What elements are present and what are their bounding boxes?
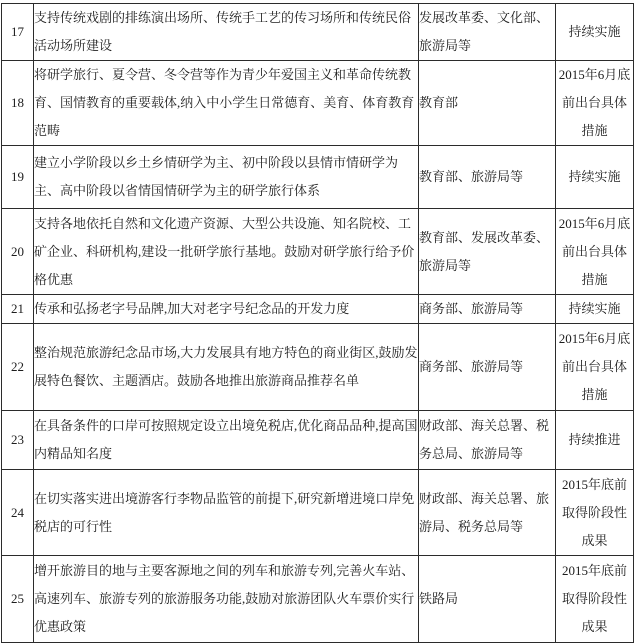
row-number-cell: 21 (2, 295, 34, 324)
document-page (1, 3, 634, 643)
timeline-cell: 持续推进 (556, 411, 634, 470)
timeline-cell: 持续实施 (556, 295, 634, 324)
task-cell: 整治规范旅游纪念品市场,大力发展具有地方特色的商业街区,鼓励发展特色餐饮、主题酒店。鼓励各地推出旅游商品推荐名单 (34, 324, 419, 411)
task-cell: 传承和弘扬老字号品牌,加大对老字号纪念品的开发力度 (34, 295, 419, 324)
departments-cell: 商务部、旅游局等 (419, 324, 556, 411)
table-row (2, 470, 634, 556)
task-cell: 建立小学阶段以乡土乡情研学为主、初中阶段以县情市情研学为主、高中阶段以省情国情研学为主的研学旅行体系 (34, 146, 419, 209)
table-row (2, 4, 634, 61)
departments-cell: 铁路局 (419, 556, 556, 643)
table-row (2, 209, 634, 295)
timeline-cell: 2015年6月底前出台具体措施 (556, 61, 634, 146)
table-row (2, 295, 634, 324)
departments-cell: 发展改革委、文化部、旅游局等 (419, 4, 556, 61)
departments-cell: 财政部、海关总署、旅游局、税务总局等 (419, 470, 556, 556)
timeline-cell: 2015年底前取得阶段性成果 (556, 556, 634, 643)
task-cell: 在切实落实进出境游客行李物品监管的前提下,研究新增进境口岸免税店的可行性 (34, 470, 419, 556)
table-row (2, 146, 634, 209)
table-row (2, 324, 634, 411)
departments-cell: 商务部、旅游局等 (419, 295, 556, 324)
departments-cell: 教育部、旅游局等 (419, 146, 556, 209)
timeline-cell: 持续实施 (556, 4, 634, 61)
timeline-cell: 2015年6月底前出台具体措施 (556, 324, 634, 411)
row-number-cell: 18 (2, 61, 34, 146)
timeline-cell: 2015年底前取得阶段性成果 (556, 470, 634, 556)
departments-cell: 教育部、发展改革委、旅游局等 (419, 209, 556, 295)
task-cell: 增开旅游目的地与主要客源地之间的列车和旅游专列,完善火车站、高速列车、旅游专列的旅游服务功能,鼓励对旅游团队火车票价实行优惠政策 (34, 556, 419, 643)
row-number-cell: 17 (2, 4, 34, 61)
row-number-cell: 23 (2, 411, 34, 470)
row-number-cell: 20 (2, 209, 34, 295)
task-cell: 支持各地依托自然和文化遗产资源、大型公共设施、知名院校、工矿企业、科研机构,建设一批研学旅行基地。鼓励对研学旅行给予价格优惠 (34, 209, 419, 295)
table-row (2, 556, 634, 643)
task-cell: 将研学旅行、夏令营、冬令营等作为青少年爱国主义和革命传统教育、国情教育的重要载体,纳入中小学生日常德育、美育、体育教育范畴 (34, 61, 419, 146)
action-plan-table (1, 3, 634, 643)
table-row (2, 61, 634, 146)
timeline-cell: 持续实施 (556, 146, 634, 209)
row-number-cell: 24 (2, 470, 34, 556)
departments-cell: 教育部 (419, 61, 556, 146)
task-cell: 在具备条件的口岸可按照规定设立出境免税店,优化商品品种,提高国内精品知名度 (34, 411, 419, 470)
timeline-cell: 2015年6月底前出台具体措施 (556, 209, 634, 295)
task-cell: 支持传统戏剧的排练演出场所、传统手工艺的传习场所和传统民俗活动场所建设 (34, 4, 419, 61)
row-number-cell: 25 (2, 556, 34, 643)
departments-cell: 财政部、海关总署、税务总局、旅游局等 (419, 411, 556, 470)
row-number-cell: 22 (2, 324, 34, 411)
table-row (2, 411, 634, 470)
row-number-cell: 19 (2, 146, 34, 209)
